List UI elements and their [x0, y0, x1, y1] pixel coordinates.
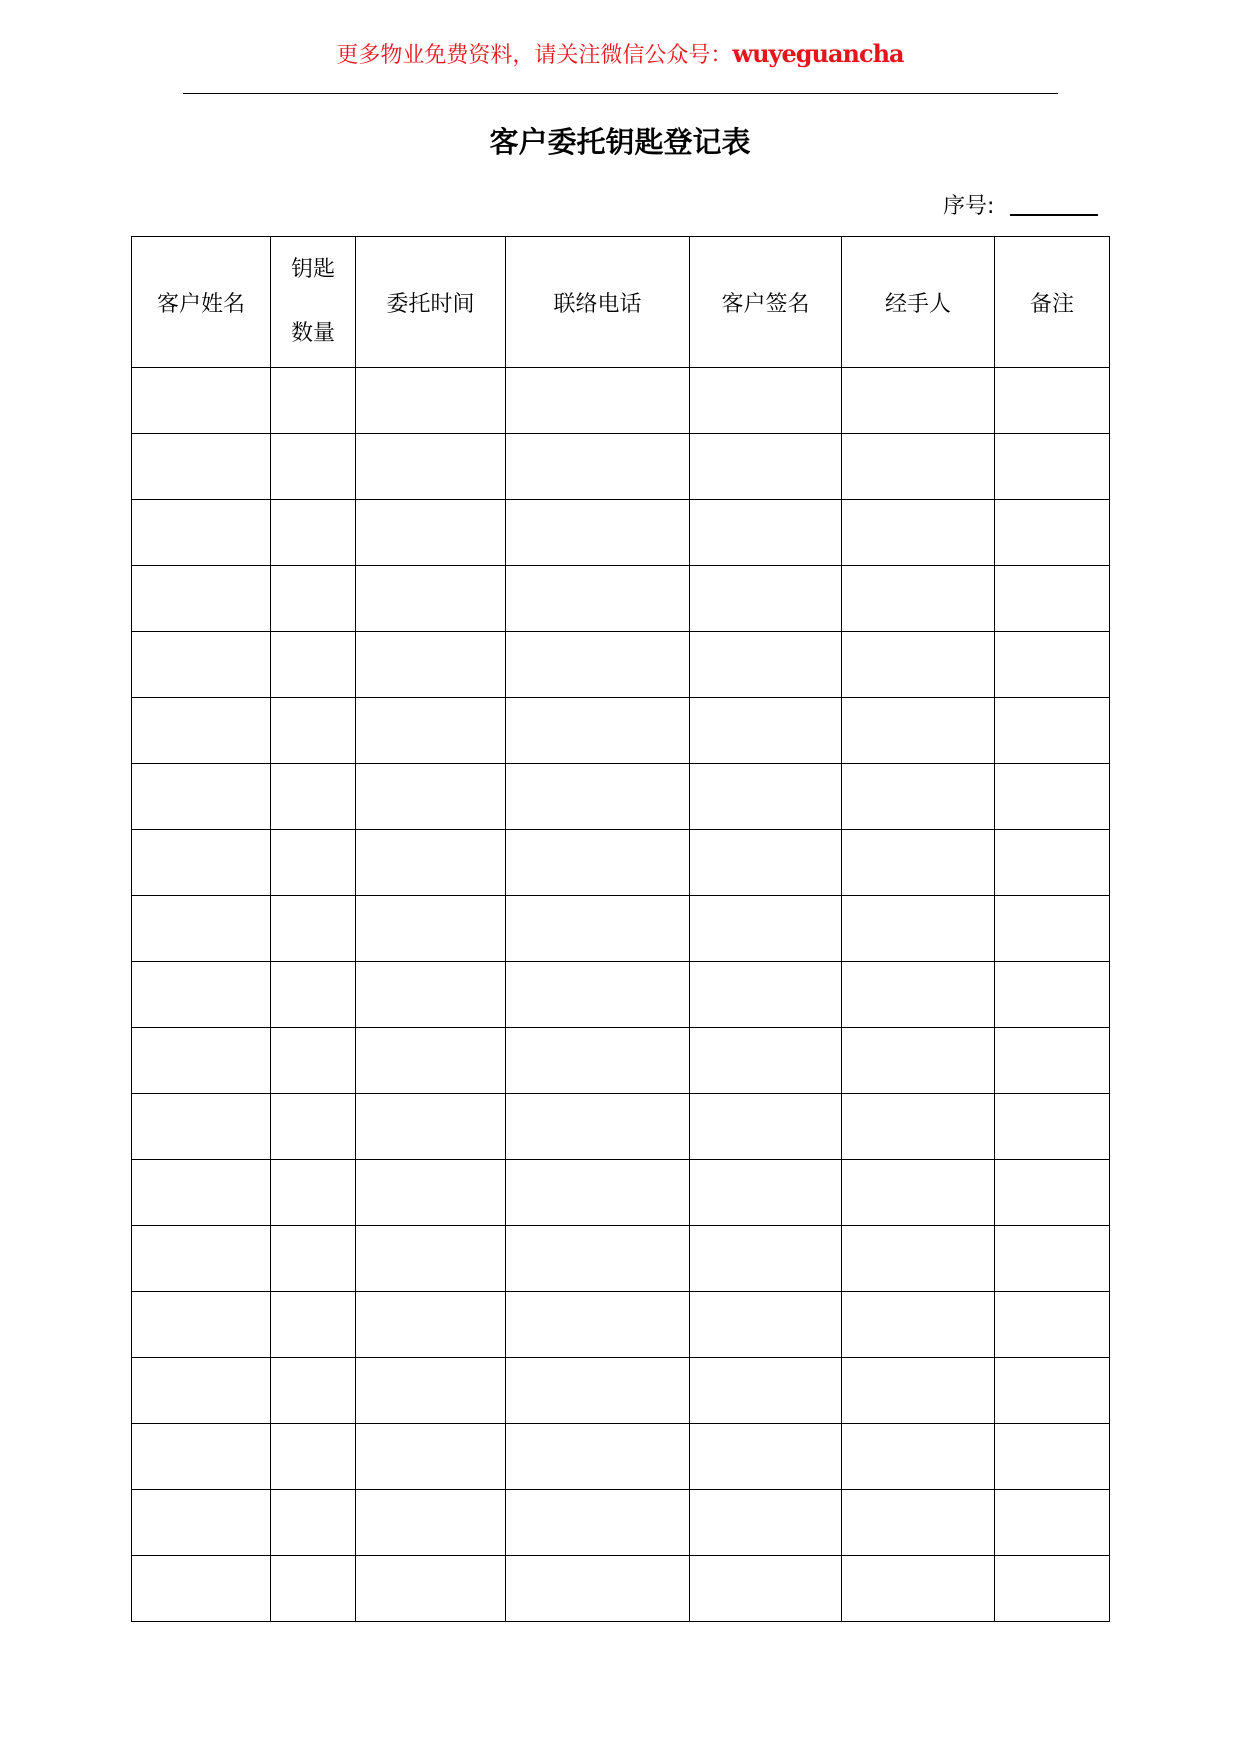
table-row [132, 368, 1110, 434]
key-count-cell [271, 1556, 356, 1622]
handler-cell [842, 434, 995, 500]
handler-cell [842, 1094, 995, 1160]
contact-phone-cell [506, 1094, 690, 1160]
header-notice [0, 38, 1240, 69]
customer-signature-cell [690, 764, 842, 830]
table-header-row [132, 237, 1110, 368]
customer-signature-cell [690, 1226, 842, 1292]
table-row [132, 698, 1110, 764]
key-count-cell [271, 632, 356, 698]
customer-signature-cell [690, 1424, 842, 1490]
remarks-cell [995, 1556, 1110, 1622]
header-brand: wuyeguancha [732, 39, 904, 68]
contact-phone-cell [506, 764, 690, 830]
remarks-cell [995, 632, 1110, 698]
customer-name-cell [132, 830, 271, 896]
customer-name-cell [132, 698, 271, 764]
handler-cell [842, 896, 995, 962]
table-row [132, 764, 1110, 830]
key-count-cell [271, 764, 356, 830]
remarks-cell [995, 962, 1110, 1028]
entrust-time-cell [356, 1490, 506, 1556]
customer-name-cell [132, 1292, 271, 1358]
table-row [132, 434, 1110, 500]
table-row [132, 632, 1110, 698]
key-count-cell [271, 1094, 356, 1160]
customer-name-cell [132, 1160, 271, 1226]
table-row [132, 1292, 1110, 1358]
column-header-entrust-time: 委托时间 [356, 237, 506, 368]
contact-phone-cell [506, 1424, 690, 1490]
handler-cell [842, 1490, 995, 1556]
column-header-customer-signature: 客户签名 [690, 237, 842, 368]
remarks-cell [995, 1028, 1110, 1094]
entrust-time-cell [356, 1226, 506, 1292]
customer-name-cell [132, 500, 271, 566]
remarks-cell [995, 1226, 1110, 1292]
contact-phone-cell [506, 1028, 690, 1094]
handler-cell [842, 368, 995, 434]
key-register-table [131, 236, 1110, 1622]
entrust-time-cell [356, 698, 506, 764]
contact-phone-cell [506, 1358, 690, 1424]
entrust-time-cell [356, 566, 506, 632]
customer-signature-cell [690, 830, 842, 896]
column-header-customer-name: 客户姓名 [132, 237, 271, 368]
customer-signature-cell [690, 500, 842, 566]
key-count-cell [271, 368, 356, 434]
handler-cell [842, 1160, 995, 1226]
customer-signature-cell [690, 566, 842, 632]
entrust-time-cell [356, 368, 506, 434]
handler-cell [842, 962, 995, 1028]
column-header-handler: 经手人 [842, 237, 995, 368]
customer-name-cell [132, 962, 271, 1028]
customer-name-cell [132, 1556, 271, 1622]
column-header-key-count-line2: 数量 [290, 321, 335, 346]
customer-signature-cell [690, 632, 842, 698]
customer-name-cell [132, 764, 271, 830]
remarks-cell [995, 1358, 1110, 1424]
handler-cell [842, 698, 995, 764]
customer-name-cell [132, 1424, 271, 1490]
table-body [132, 368, 1110, 1622]
customer-name-cell [132, 896, 271, 962]
contact-phone-cell [506, 1490, 690, 1556]
remarks-cell [995, 896, 1110, 962]
handler-cell [842, 764, 995, 830]
entrust-time-cell [356, 1094, 506, 1160]
key-count-cell [271, 434, 356, 500]
key-count-cell [271, 1292, 356, 1358]
header-notice-text: 更多物业免费资料，请关注微信公众号： [336, 43, 733, 68]
table-row [132, 1160, 1110, 1226]
remarks-cell [995, 1094, 1110, 1160]
contact-phone-cell [506, 500, 690, 566]
entrust-time-cell [356, 434, 506, 500]
contact-phone-cell [506, 368, 690, 434]
handler-cell [842, 1292, 995, 1358]
customer-name-cell [132, 1094, 271, 1160]
key-count-cell [271, 1028, 356, 1094]
customer-signature-cell [690, 1028, 842, 1094]
contact-phone-cell [506, 962, 690, 1028]
table-row [132, 1424, 1110, 1490]
contact-phone-cell [506, 896, 690, 962]
key-count-cell [271, 1358, 356, 1424]
customer-signature-cell [690, 368, 842, 434]
contact-phone-cell [506, 1160, 690, 1226]
customer-signature-cell [690, 1160, 842, 1226]
handler-cell [842, 1556, 995, 1622]
customer-name-cell [132, 566, 271, 632]
table-row [132, 500, 1110, 566]
key-count-cell [271, 1226, 356, 1292]
key-count-cell [271, 1490, 356, 1556]
remarks-cell [995, 500, 1110, 566]
contact-phone-cell [506, 1226, 690, 1292]
table-row [132, 1556, 1110, 1622]
key-count-cell [271, 698, 356, 764]
contact-phone-cell [506, 434, 690, 500]
customer-name-cell [132, 368, 271, 434]
table-row [132, 962, 1110, 1028]
column-header-key-count-line1: 钥匙 [290, 257, 335, 282]
entrust-time-cell [356, 1292, 506, 1358]
remarks-cell [995, 764, 1110, 830]
customer-name-cell [132, 632, 271, 698]
customer-signature-cell [690, 1358, 842, 1424]
handler-cell [842, 1424, 995, 1490]
customer-signature-cell [690, 1490, 842, 1556]
table-row [132, 1094, 1110, 1160]
contact-phone-cell [506, 830, 690, 896]
remarks-cell [995, 1490, 1110, 1556]
contact-phone-cell [506, 566, 690, 632]
entrust-time-cell [356, 1028, 506, 1094]
key-count-cell [271, 962, 356, 1028]
remarks-cell [995, 830, 1110, 896]
entrust-time-cell [356, 500, 506, 566]
entrust-time-cell [356, 1556, 506, 1622]
customer-signature-cell [690, 1556, 842, 1622]
entrust-time-cell [356, 632, 506, 698]
contact-phone-cell [506, 698, 690, 764]
entrust-time-cell [356, 1424, 506, 1490]
table-row [132, 830, 1110, 896]
handler-cell [842, 632, 995, 698]
entrust-time-cell [356, 1358, 506, 1424]
customer-signature-cell [690, 698, 842, 764]
customer-name-cell [132, 434, 271, 500]
customer-signature-cell [690, 962, 842, 1028]
table-row [132, 566, 1110, 632]
table-row [132, 1358, 1110, 1424]
customer-name-cell [132, 1358, 271, 1424]
entrust-time-cell [356, 830, 506, 896]
customer-name-cell [132, 1028, 271, 1094]
column-header-key-count [271, 237, 356, 368]
entrust-time-cell [356, 896, 506, 962]
contact-phone-cell [506, 632, 690, 698]
customer-name-cell [132, 1490, 271, 1556]
remarks-cell [995, 698, 1110, 764]
serial-label: 序号: [943, 194, 995, 219]
page-title: 客户委托钥匙登记表 [489, 125, 751, 159]
key-count-cell [271, 896, 356, 962]
table-row [132, 1490, 1110, 1556]
key-count-cell [271, 830, 356, 896]
remarks-cell [995, 566, 1110, 632]
contact-phone-cell [506, 1556, 690, 1622]
key-count-cell [271, 1160, 356, 1226]
header-divider [183, 93, 1058, 94]
remarks-cell [995, 1292, 1110, 1358]
contact-phone-cell [506, 1292, 690, 1358]
key-count-cell [271, 566, 356, 632]
remarks-cell [995, 368, 1110, 434]
column-header-remarks: 备注 [995, 237, 1110, 368]
handler-cell [842, 500, 995, 566]
table-row [132, 1226, 1110, 1292]
serial-blank-line [1010, 214, 1098, 216]
customer-signature-cell [690, 1292, 842, 1358]
handler-cell [842, 1226, 995, 1292]
handler-cell [842, 1028, 995, 1094]
table-row [132, 1028, 1110, 1094]
customer-signature-cell [690, 896, 842, 962]
key-count-cell [271, 500, 356, 566]
handler-cell [842, 1358, 995, 1424]
remarks-cell [995, 1424, 1110, 1490]
remarks-cell [995, 434, 1110, 500]
table-row [132, 896, 1110, 962]
entrust-time-cell [356, 764, 506, 830]
key-count-cell [271, 1424, 356, 1490]
customer-signature-cell [690, 434, 842, 500]
handler-cell [842, 566, 995, 632]
entrust-time-cell [356, 1160, 506, 1226]
customer-name-cell [132, 1226, 271, 1292]
remarks-cell [995, 1160, 1110, 1226]
entrust-time-cell [356, 962, 506, 1028]
column-header-contact-phone: 联络电话 [506, 237, 690, 368]
customer-signature-cell [690, 1094, 842, 1160]
handler-cell [842, 830, 995, 896]
